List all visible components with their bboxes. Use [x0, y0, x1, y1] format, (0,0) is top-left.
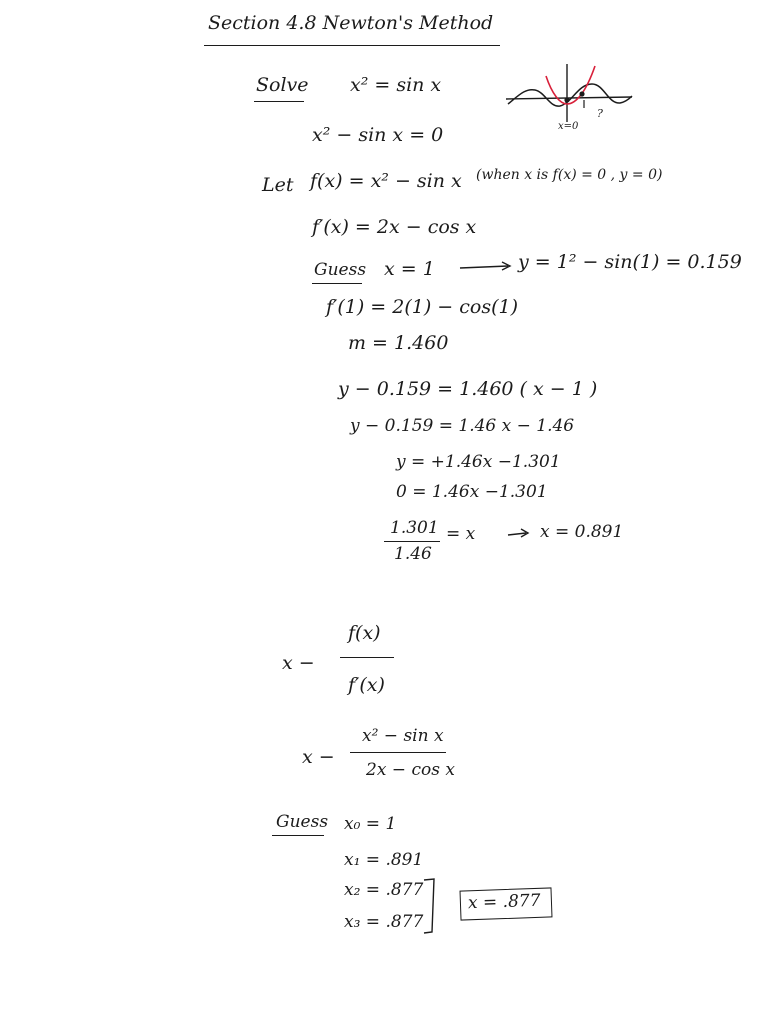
iteration-x3: x₃ = .877	[344, 912, 424, 932]
iterations-guess-label: Guess	[276, 812, 329, 832]
formula1-prefix: x −	[282, 652, 315, 674]
work-line-4: 0 = 1.46x −1.301	[396, 482, 548, 502]
formula1-denominator: f′(x)	[348, 674, 385, 696]
let-label: Let	[262, 174, 294, 196]
iteration-x2: x₂ = .877	[344, 880, 424, 900]
formula1-numerator: f(x)	[348, 622, 381, 644]
formula2-numerator: x² − sin x	[362, 726, 444, 746]
solve-equation: x² = sin x	[350, 74, 442, 96]
iteration-x1: x₁ = .891	[344, 850, 424, 870]
iteration-x0: x₀ = 1	[344, 814, 397, 834]
fraction-numerator: 1.301	[390, 518, 439, 538]
formula2-prefix: x −	[302, 746, 335, 768]
slope-value: m = 1.460	[348, 332, 449, 354]
work-line-2: y − 0.159 = 1.46 x − 1.46	[350, 416, 575, 436]
guess-label: Guess	[314, 260, 367, 280]
derivative-equation: f′(x) = 2x − cos x	[312, 216, 477, 238]
fraction-equals: = x	[446, 524, 476, 544]
work-line-1: y − 0.159 = 1.460 ( x − 1 )	[338, 378, 598, 400]
let-note: (when x is f(x) = 0 , y = 0)	[476, 167, 663, 183]
fraction-result: x = 0.891	[540, 522, 624, 542]
let-function: f(x) = x² − sin x	[310, 170, 462, 192]
graph-label-question: ?	[597, 107, 603, 120]
work-line-3: y = +1.46x −1.301	[396, 452, 561, 472]
final-answer: x = .877	[467, 890, 541, 914]
page-title: Section 4.8 Newton's Method	[208, 12, 494, 34]
graph-label-x0: x=0	[558, 121, 579, 132]
guess-result: y = 1² − sin(1) = 0.159	[518, 251, 742, 273]
guess-value: x = 1	[384, 258, 435, 280]
slope-expression: f′(1) = 2(1) − cos(1)	[326, 296, 519, 318]
formula2-denominator: 2x − cos x	[366, 760, 455, 780]
fraction-denominator: 1.46	[394, 544, 432, 564]
rearranged-equation: x² − sin x = 0	[312, 124, 444, 146]
solve-label: Solve	[256, 74, 309, 96]
